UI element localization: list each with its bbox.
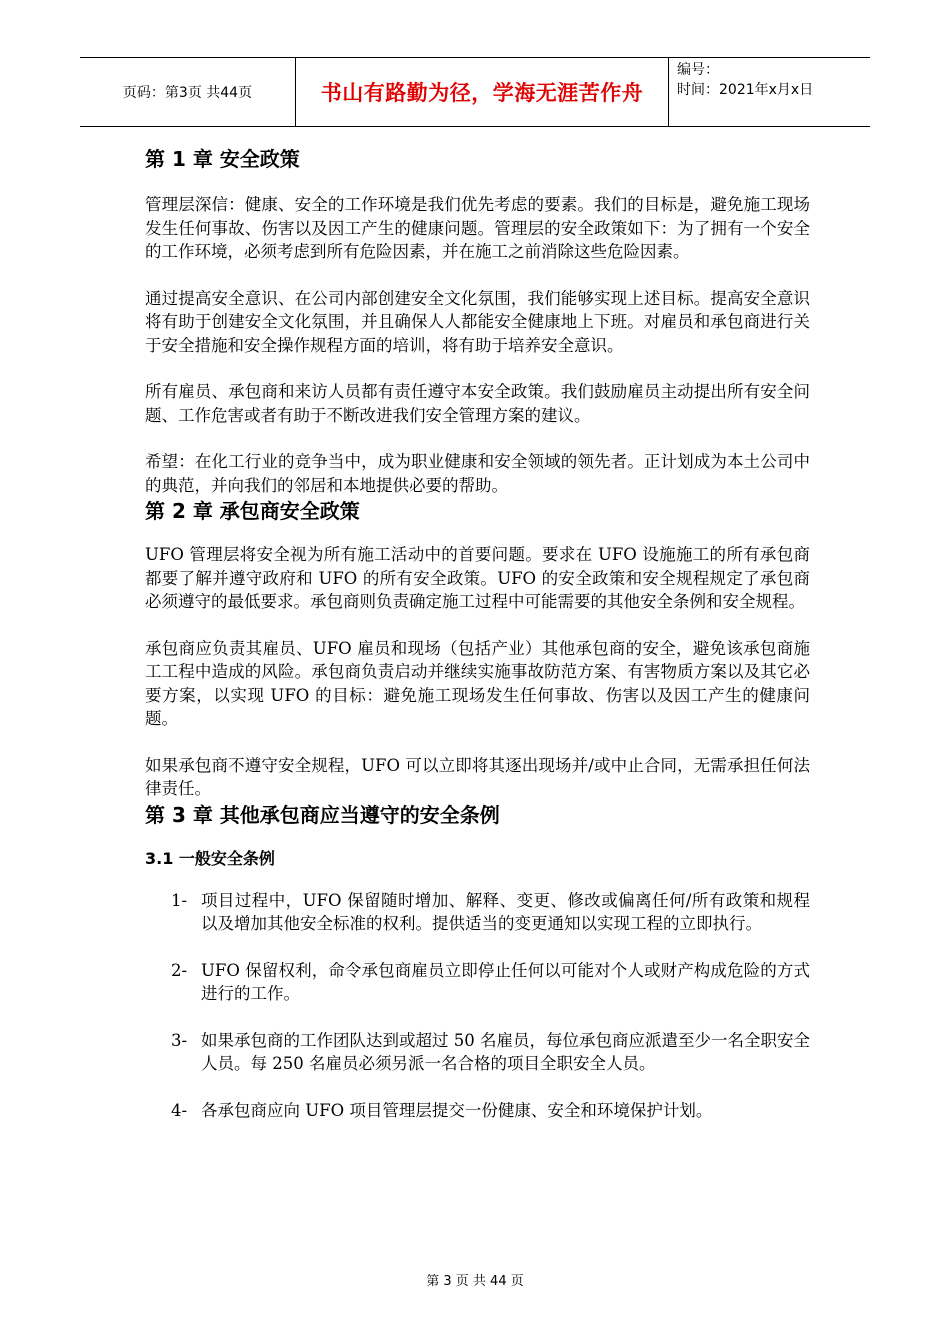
serial-label: 编号： <box>677 62 719 78</box>
list-item-number: 2- <box>171 960 188 980</box>
chapter3-title: 第 3 章 其他承包商应当遵守的安全条例 <box>145 802 500 827</box>
time-label: 时间：2021年x月x日 <box>677 82 814 98</box>
list-item-number: 4- <box>171 1100 188 1120</box>
chapter1-title: 第 1 章 安全政策 <box>145 147 300 171</box>
motto: 书山有路勤为径，学海无涯苦作舟 <box>296 58 669 126</box>
list-item-number: 3- <box>171 1030 188 1050</box>
list-item <box>145 889 810 936</box>
chapter2-paragraph: 承包商应负责其雇员、UFO 雇员和现场（包括产业）其他承包商的安全，避免该承包商施工工程中造成的风险。承包商负责启动并继续实施事故防范方案、有害物质方案以及其它必要方案，以实现 UFO 的目标：避免施工现场发生任何事故、伤害以及因工产生的健康问题。 <box>145 638 810 728</box>
header-meta <box>677 58 870 128</box>
list-item-text: UFO 保留权利，命令承包商雇员立即停止任何以可能对个人或财产构成危险的方式进行的工作。 <box>201 960 810 1003</box>
list-item <box>145 1029 810 1076</box>
list-item <box>145 959 810 1006</box>
page-footer: 第 3 页 共 44 页 <box>426 1274 524 1289</box>
chapter1-paragraph: 希望：在化工行业的竞争当中，成为职业健康和安全领域的领先者。正计划成为本土公司中的典范，并向我们的邻居和本地提供必要的帮助。 <box>145 452 810 495</box>
section-title: 3.1 一般安全条例 <box>145 848 275 868</box>
chapter2-title: 第 2 章 承包商安全政策 <box>145 499 360 523</box>
document-body <box>145 145 810 1122</box>
rules-list <box>145 889 810 1123</box>
list-item-number: 1- <box>171 890 188 910</box>
page-header <box>80 57 870 127</box>
page-number-info: 页码：第3页 共44页 <box>80 58 296 126</box>
chapter1-paragraph: 管理层深信：健康、安全的工作环境是我们优先考虑的要素。我们的目标是，避免施工现场发生任何事故、伤害以及因工产生的健康问题。管理层的安全政策如下：为了拥有一个安全的工作环境，必须考虑到所有危险因素，并在施工之前消除这些危险因素。 <box>145 195 810 261</box>
chapter2-paragraph: 如果承包商不遵守安全规程，UFO 可以立即将其逐出现场并/或中止合同，无需承担任何法律责任。 <box>145 755 810 798</box>
chapter1-paragraph: 通过提高安全意识、在公司内部创建安全文化氛围，我们能够实现上述目标。提高安全意识将有助于创建安全文化氛围，并且确保人人都能安全健康地上下班。对雇员和承包商进行关于安全措施和安全操作规程方面的培训，将有助于培养安全意识。 <box>145 288 810 355</box>
list-item-text: 各承包商应向 UFO 项目管理层提交一份健康、安全和环境保护计划。 <box>201 1100 713 1120</box>
list-item-text: 如果承包商的工作团队达到或超过 50 名雇员，每位承包商应派遣至少一名全职安全人员。每 250 名雇员必须另派一名合格的项目全职安全人员。 <box>201 1030 810 1073</box>
list-item <box>145 1099 810 1123</box>
chapter1-paragraph: 所有雇员、承包商和来访人员都有责任遵守本安全政策。我们鼓励雇员主动提出所有安全问题、工作危害或者有助于不断改进我们安全管理方案的建议。 <box>145 382 810 425</box>
list-item-text: 项目过程中，UFO 保留随时增加、解释、变更、修改或偏离任何/所有政策和规程以及增加其他安全标准的权利。提供适当的变更通知以实现工程的立即执行。 <box>201 890 810 933</box>
chapter2-paragraph: UFO 管理层将安全视为所有施工活动中的首要问题。要求在 UFO 设施施工的所有承包商都要了解并遵守政府和 UFO 的所有安全政策。UFO 的安全政策和安全规程规定了承包商必须遵守的最低要求。承包商则负责确定施工过程中可能需要的其他安全条例和安全规程。 <box>145 545 810 611</box>
